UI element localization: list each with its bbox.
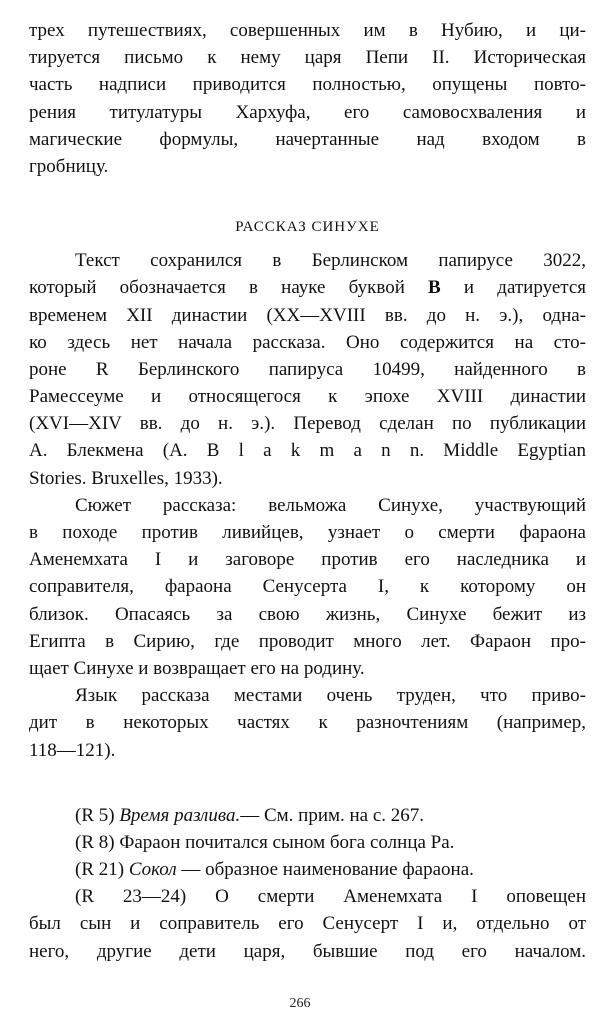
text-line: Stories. Bruxelles, 1933). (29, 467, 223, 489)
text-line: дит в некоторых частях к разночтениям (например, (29, 712, 586, 734)
text-line: Рамессеуме и относящегося к эпохе XVIII династии (29, 386, 586, 408)
text-line: который обозначается в науке буквой B и датируется (29, 277, 586, 299)
bold-letter: B (428, 277, 441, 299)
text-line: Сюжет рассказа: вельможа Синухе, участвующий (75, 494, 586, 516)
section-gap (29, 764, 586, 802)
text-line: 118—121). (29, 739, 116, 761)
notes (29, 802, 586, 965)
note-item: (R 5) Время разлива.— См. прим. на с. 267. (75, 804, 425, 826)
text-line: ко здесь нет начала рассказа. Оно содержится на сто- (29, 331, 586, 353)
text-line: магические формулы, начертанные над входом в (29, 128, 586, 150)
intro-paragraph (29, 17, 586, 180)
text-line: роне R Берлинского папируса 10499, найденного в (29, 358, 586, 380)
text-line: Египта в Сирию, где проводит много лет. Фараон про- (29, 630, 586, 652)
text-line: гробницу. (29, 155, 109, 177)
page-body (29, 17, 586, 965)
text-line: часть надписи приводится полностью, опущены повто- (29, 74, 586, 96)
text-line: тируется письмо к нему царя Пепи II. Историческая (29, 47, 586, 69)
note-item: (R 8) Фараон почитался сыном бога солнца Ра. (75, 831, 455, 853)
section-heading: РАССКАЗ СИНУХЕ (235, 219, 380, 236)
text-line: соправителя, фараона Сенусерта I, к которому он (29, 576, 586, 598)
paragraph-3 (29, 682, 586, 764)
text-line: него, другие дети царя, бывшие под его началом. (29, 940, 586, 962)
text-line: трех путешествиях, совершенных им в Нубию, и ци- (29, 20, 586, 41)
text-line: щает Синухе и возвращает его на родину. (29, 657, 365, 679)
text-line: временем XII династии (XX—XVIII вв. до н. э.), одна- (29, 304, 586, 326)
paragraph-1 (29, 247, 586, 492)
text-line: близок. Опасаясь за свою жизнь, Синухе бежит из (29, 603, 586, 625)
note-item: (R 21) Сокол — образное наименование фараона. (75, 859, 474, 881)
note-item: (R 23—24) О смерти Аменемхата I оповещен (75, 886, 587, 908)
text-line: в походе против ливийцев, узнает о смерти фараона (29, 522, 586, 543)
text-line: Аменемхата I и заговоре против его наследника и (29, 549, 586, 571)
page-number: 266 (289, 996, 311, 1011)
text-line: А. Блекмена (A. B l a k m a n n. Middle Egyptian (29, 440, 586, 462)
text-line: был сын и соправитель его Сенусерт I и, отдельно от (29, 913, 586, 935)
text-line: (XVI—XIV вв. до н. э.). Перевод сделан по публикации (29, 413, 586, 435)
paragraph-2 (29, 492, 586, 682)
text-line: Язык рассказа местами очень труден, что приво- (75, 685, 586, 707)
text-line: Текст сохранился в Берлинском папирусе 3022, (75, 250, 586, 272)
text-line: рения титулатуры Хархуфа, его самовосхваления и (29, 101, 586, 123)
